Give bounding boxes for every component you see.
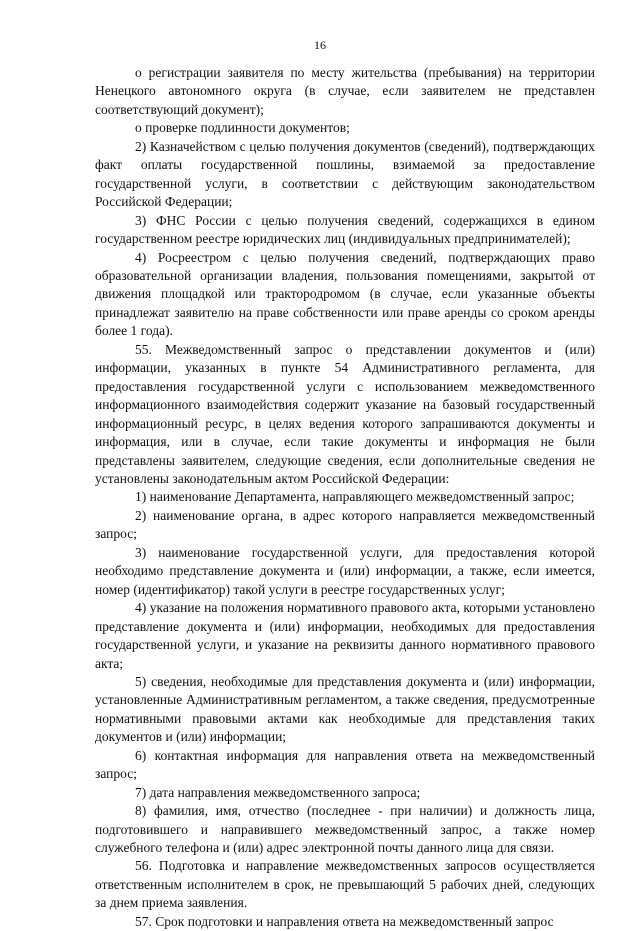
paragraph-item-7: 7) дата направления межведомственного запроса; bbox=[135, 784, 421, 800]
paragraph-item-2: 2) наименование органа, в адрес которого направляется межведомственный запрос; bbox=[95, 507, 595, 542]
paragraph-clause-56: 56. Подготовка и направление межведомственных запросов осуществляется ответственным исполнителем в срок, не превышающий 5 рабочих дней, следующих за днем приема заявления. bbox=[95, 858, 595, 911]
paragraph-rosreestr: 4) Росреестром с целью получения сведений, подтверждающих право образовательной организации владения, пользования помещениями, закрытой от движения площадкой или трактородромом (в случае, если указанные объекты принадлежат заявителю на праве собственности или праве аренды со сроком аренды более 1 года). bbox=[95, 249, 595, 339]
page-number: 16 bbox=[314, 38, 326, 52]
paragraph-registration-check: о регистрации заявителя по месту жительства (пребывания) на территории Ненецкого автономного округа (в случае, если заявителем не представлен соответствующий документ); bbox=[95, 65, 595, 117]
paragraph-clause-57: 57. Срок подготовки и направления ответа на межведомственный запрос bbox=[135, 913, 554, 929]
paragraph-fns: 3) ФНС России с целью получения сведений, содержащихся в едином государственном реестре юридических лиц (индивидуальных предпринимателей); bbox=[95, 212, 595, 247]
paragraph-treasury: 2) Казначейством с целью получения документов (сведений), подтверждающих факт оплаты государственной пошлины, взимаемой за предоставление государственной услуги, в соответствии с действующим законодательством Российской Федерации; bbox=[95, 138, 595, 210]
paragraph-item-8: 8) фамилия, имя, отчество (последнее - при наличии) и должность лица, подготовившего и направившего межведомственный запрос, а также номер служебного телефона и (или) адрес электронной почты данного лица для связи. bbox=[95, 803, 595, 856]
paragraph-item-6: 6) контактная информация для направления ответа на межведомственный запрос; bbox=[95, 747, 595, 782]
paragraph-item-1: 1) наименование Департамента, направляющего межведомственный запрос; bbox=[135, 489, 575, 505]
paragraph-item-5: 5) сведения, необходимые для представления документа и (или) информации, установленные Административным регламентом, а также сведения, предусмотренные нормативными правовыми актами как необходимые для представления таких документов и (или) информации; bbox=[95, 673, 595, 745]
document-body bbox=[95, 64, 595, 931]
paragraph-authenticity-check: о проверке подлинности документов; bbox=[135, 120, 350, 136]
paragraph-item-3: 3) наименование государственной услуги, для предоставления которой необходимо представление документа и (или) информации, а также, если имеется, номер (идентификатор) такой услуги в реестре государственных услуг; bbox=[95, 544, 595, 597]
paragraph-item-4: 4) указание на положения нормативного правового акта, которыми установлено представление документа и (или) информации, необходимых для предоставления государственной услуги, и указание на реквизиты данного нормативного правового акта; bbox=[95, 600, 595, 671]
paragraph-clause-55: 55. Межведомственный запрос о представлении документов и (или) информации, указанных в пункте 54 Административного регламента, для предоставления государственной услуги с использованием межведомственного информационного взаимодействия содержит указание на базовый государственный информационный ресурс, в целях ведения которого запрашиваются документы и информация, или в случае, если такие документы и информация не были представлены заявителем, следующие сведения, если дополнительные сведения не установлены законодательным актом Российской Федерации: bbox=[95, 341, 595, 486]
